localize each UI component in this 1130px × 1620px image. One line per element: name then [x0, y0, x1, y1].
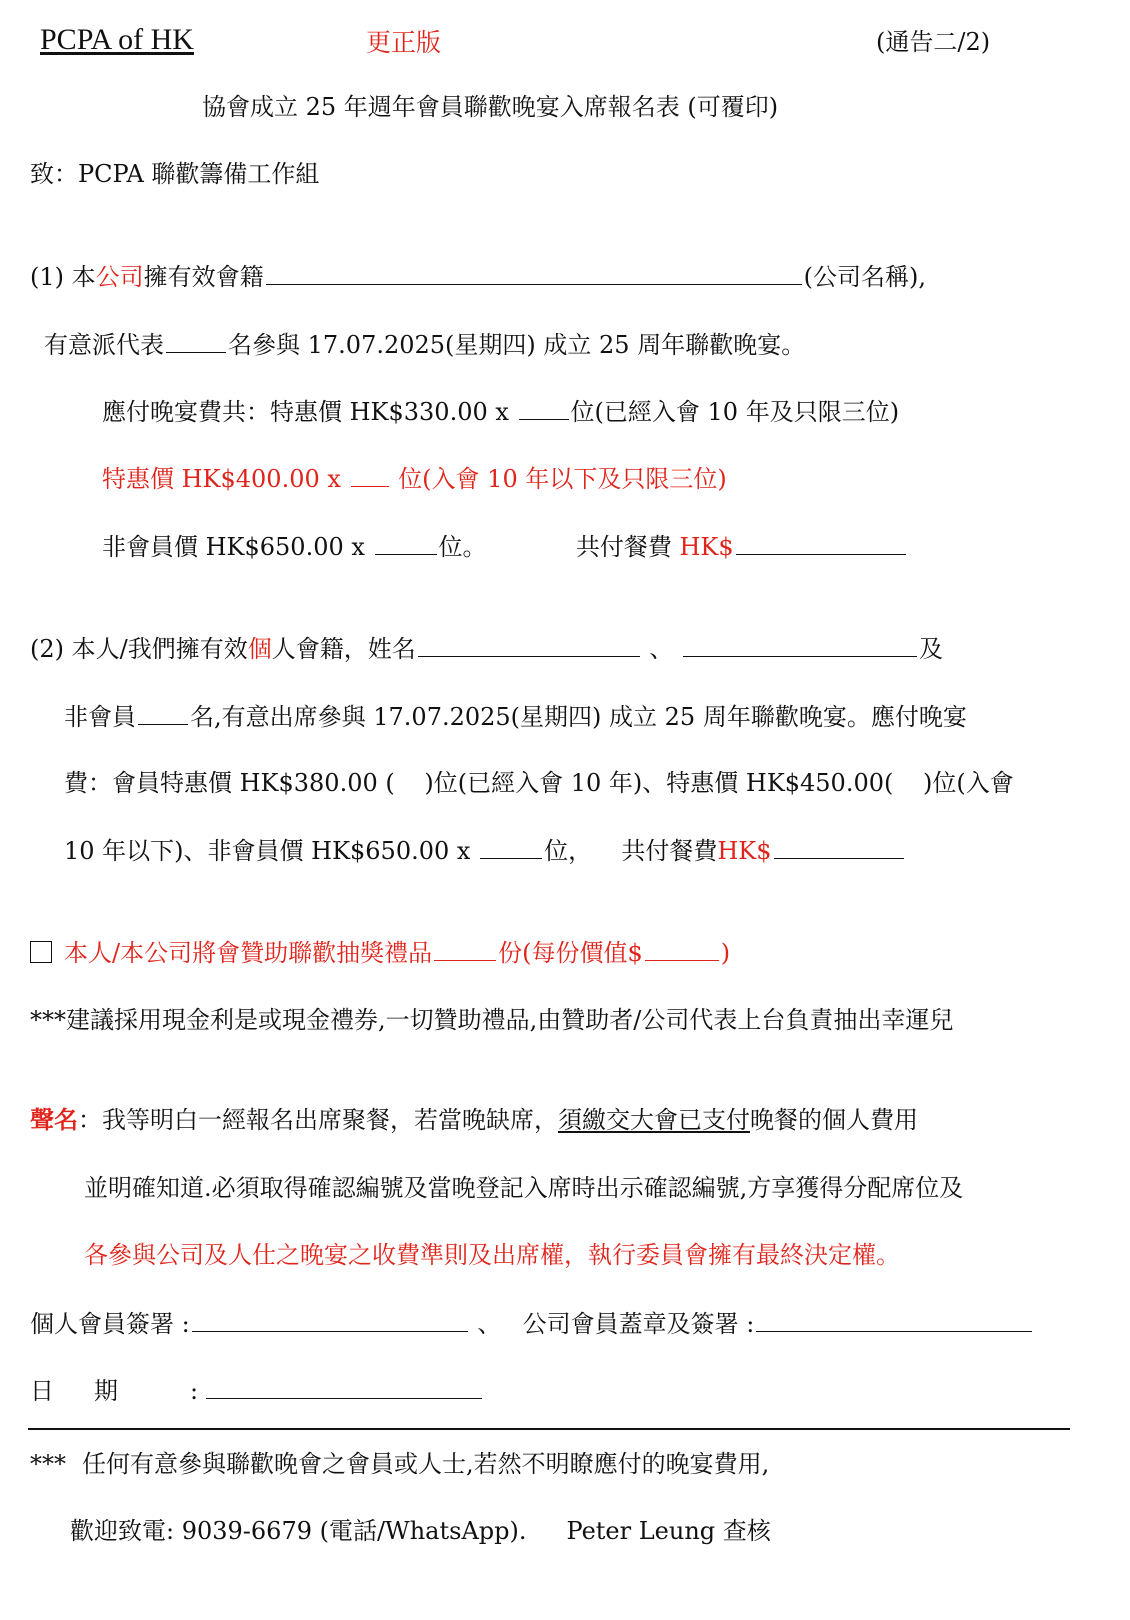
company-name-field[interactable]	[266, 262, 802, 285]
fee-400-note: 位(入會 10 年以下及只限三位)	[398, 465, 727, 493]
section2-nonmember-fee-label: 10 年以下)、非會員價 HK$650.00 x	[64, 837, 471, 865]
member-name-field-2[interactable]	[683, 634, 917, 657]
date-label-1: 日	[30, 1377, 54, 1405]
name-and: 及	[919, 635, 943, 663]
footer-prefix: ***	[30, 1450, 66, 1478]
section2-line2	[64, 702, 967, 732]
section2-total-currency: HK$	[717, 837, 772, 865]
sponsor-close: )	[720, 939, 731, 967]
revised-label: 更正版	[366, 28, 442, 57]
section2-total-label: 共付餐費	[621, 837, 718, 865]
section2-nonmember-unit: 位，	[544, 837, 593, 865]
section1-line1	[30, 262, 926, 292]
suggestion-note: ***建議採用現金利是或現金禮券,一切贊助禮品,由贊助者/公司代表上台負責抽出幸運兒	[30, 1006, 954, 1034]
fee-400-count-field[interactable]	[351, 464, 389, 487]
footer-checker: Peter Leung 查核	[566, 1517, 771, 1545]
nonmember-count-field[interactable]	[375, 532, 437, 555]
to-line: 致：PCPA 聯歡籌備工作組	[30, 160, 320, 188]
section2-line1	[30, 634, 943, 664]
section2-total-field[interactable]	[774, 836, 904, 859]
section2-nonmember-count-field[interactable]	[138, 702, 188, 725]
section1-membership-text: 擁有效會籍	[143, 263, 264, 291]
date-field[interactable]	[206, 1376, 482, 1399]
section2-line3	[64, 769, 1014, 798]
signature-separator: 、	[477, 1310, 502, 1338]
section2-event-text: 名,有意出席參與 17.07.2025(星期四) 成立 25 周年聯歡晚宴。應付晚宴	[190, 703, 967, 731]
name-separator: 、	[649, 635, 674, 663]
nonmember-unit: 位。	[438, 533, 487, 561]
section1-fee-line	[102, 397, 899, 427]
footer-divider	[28, 1428, 1070, 1430]
fee-330-note: 位(已經入會 10 年及只限三位)	[570, 398, 900, 426]
section1-line2	[44, 330, 805, 360]
sponsor-text: 本人/本公司將會贊助聯歡抽獎禮品	[64, 939, 433, 967]
section1-total-currency: HK$	[679, 533, 734, 561]
declaration-line3: 各參與公司及人仕之晚宴之收費準則及出席權，執行委員會擁有最終決定權。	[84, 1241, 900, 1269]
representative-label: 有意派代表	[44, 331, 164, 359]
date-label-2: 期	[94, 1377, 118, 1405]
date-colon: :	[190, 1377, 199, 1405]
org-title: PCPA of HK	[40, 23, 194, 56]
sponsor-value-label: 份(每份價值$	[498, 939, 643, 967]
declaration-underlined: 須繳交大會已支付	[558, 1106, 750, 1134]
date-line	[30, 1376, 484, 1406]
section1-nonmember-line	[102, 532, 908, 562]
fee-330-count-field[interactable]	[519, 397, 569, 420]
member-fee-380-label: 費：會員特惠價 HK$380.00 (	[64, 769, 395, 797]
fee-400-label: 特惠價 HK$400.00 x	[102, 465, 341, 493]
declaration-label: 聲名	[30, 1105, 78, 1134]
declaration-text-1: ：我等明白一經報名出席聚餐，若當晚缺席，	[78, 1106, 558, 1134]
section2-prefix: (2) 本人/我們擁有效	[30, 635, 248, 663]
signature-line	[30, 1309, 1034, 1339]
company-signature-label: 公司會員蓋章及簽署 :	[522, 1310, 755, 1338]
footer-line1	[30, 1450, 769, 1479]
section2-nonmember-fee-field[interactable]	[480, 836, 542, 859]
member-fee-380-note: )位(已經入會 10 年)、特惠價 HK$450.00(	[424, 769, 894, 797]
company-name-label: (公司名稱),	[803, 263, 926, 291]
section1-prefix: (1) 本	[30, 263, 96, 291]
sponsor-value-field[interactable]	[645, 938, 719, 961]
fee-330-label: 應付晚宴費共：特惠價 HK$330.00 x	[102, 398, 509, 426]
section2-name-label: 人會籍，姓名	[271, 635, 416, 663]
notice-number: (通告二/2)	[876, 28, 991, 56]
form-title: 協會成立 25 年週年會員聯歡晚宴入席報名表 (可覆印)	[202, 93, 779, 121]
nonmember-fee-label: 非會員價 HK$650.00 x	[102, 533, 365, 561]
section1-company-word: 公司	[95, 263, 144, 291]
section1-red-fee-line	[102, 464, 727, 494]
sponsor-checkbox[interactable]	[30, 941, 52, 963]
company-signature-field[interactable]	[756, 1309, 1032, 1332]
personal-signature-label: 個人會員簽署 :	[30, 1310, 190, 1338]
section2-line4	[64, 836, 906, 866]
declaration-text-2: 晚餐的個人費用	[750, 1106, 918, 1134]
footer-line2	[70, 1517, 771, 1546]
footer-contact: 歡迎致電: 9039-6679 (電話/WhatsApp).	[70, 1517, 527, 1545]
section1-total-label: 共付餐費	[575, 533, 672, 561]
member-fee-450-note: )位(入會	[923, 769, 1014, 797]
sponsor-quantity-field[interactable]	[434, 938, 496, 961]
footer-inquiry-text: 任何有意參與聯歡晚會之會員或人士,若然不明瞭應付的晚宴費用,	[82, 1450, 770, 1478]
member-name-field-1[interactable]	[418, 634, 640, 657]
section1-total-field[interactable]	[736, 532, 906, 555]
sponsor-line	[30, 938, 730, 968]
declaration-line2: 並明確知道.必須取得確認編號及當晚登記入席時出示確認編號,方享獲得分配席位及	[84, 1174, 964, 1202]
personal-signature-field[interactable]	[192, 1309, 468, 1332]
declaration-line1	[30, 1106, 918, 1135]
section2-nonmember-label: 非會員	[64, 703, 136, 731]
event-text: 名參與 17.07.2025(星期四) 成立 25 周年聯歡晚宴。	[228, 331, 806, 359]
section2-individual-word: 個	[247, 635, 272, 663]
representative-count-field[interactable]	[166, 330, 226, 353]
